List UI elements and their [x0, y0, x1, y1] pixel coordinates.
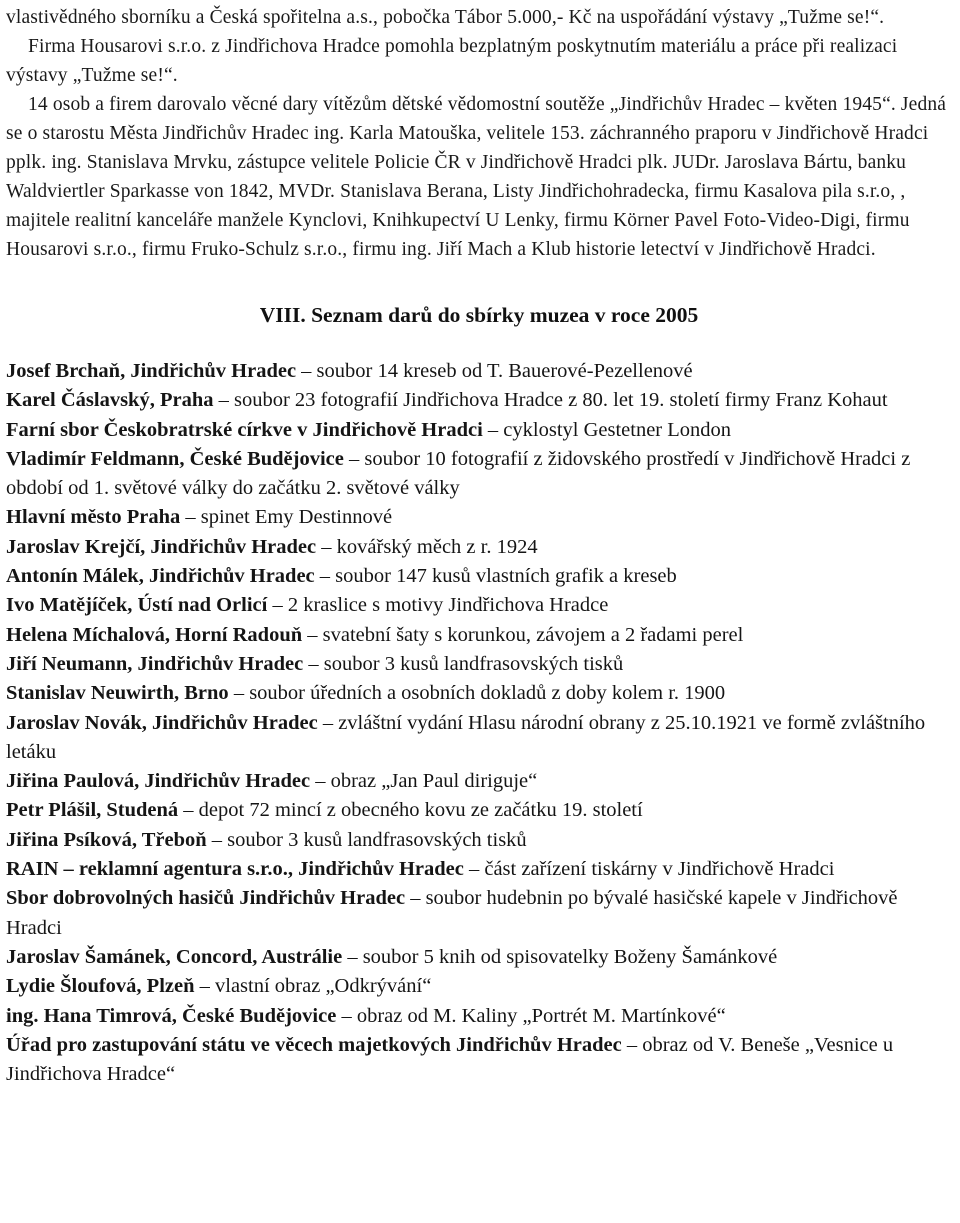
donor-name: Jaroslav Šamánek, Concord, Austrálie	[6, 945, 343, 968]
donation-entry	[6, 767, 952, 796]
donation-entry	[6, 445, 952, 504]
donation-item: – část zařízení tiskárny v Jindřichově Hradci	[463, 858, 835, 881]
donor-name: Jiří Neumann, Jindřichův Hradec	[6, 652, 304, 675]
section-heading: VIII. Seznam darů do sbírky muzea v roce 2005	[259, 303, 699, 327]
donation-item: – soubor 10 fotografií z židovského prostředí v Jindřichově Hradci z období od 1. světové války do začátku 2. světové války	[6, 447, 911, 500]
donation-list	[6, 357, 952, 1089]
donation-entry	[6, 357, 952, 386]
donation-item: – soubor úředních a osobních dokladů z doby kolem r. 1900	[228, 682, 726, 705]
donation-entry	[6, 562, 952, 591]
donor-name: Jaroslav Krejčí, Jindřichův Hradec	[6, 535, 317, 558]
donor-name: Lydie Šloufová, Plzeň	[6, 975, 195, 998]
donation-entry	[6, 503, 952, 532]
donation-item: – soubor 23 fotografií Jindřichova Hradce z 80. let 19. století firmy Franz Kohaut	[213, 389, 888, 412]
donation-item: – vlastní obraz „Odkrývání“	[194, 975, 432, 998]
donation-item: – zvláštní vydání Hlasu národní obrany z 25.10.1921 ve formě zvláštního letáku	[6, 711, 926, 763]
donation-item: – soubor 3 kusů landfrasovských tisků	[303, 652, 624, 675]
donation-entry	[6, 386, 952, 415]
donation-entry	[6, 1031, 952, 1090]
donation-entry	[6, 679, 952, 708]
donation-item: – 2 kraslice s motivy Jindřichova Hradce	[267, 594, 609, 617]
donor-name: Sbor dobrovolných hasičů Jindřichův Hradec	[6, 887, 406, 910]
donation-item: – cyklostyl Gestetner London	[482, 418, 732, 441]
donation-item: – kovářský měch z r. 1924	[316, 535, 538, 558]
donation-entry	[6, 621, 952, 650]
donation-entry	[6, 533, 952, 562]
donor-name: Vladimír Feldmann, České Budějovice	[6, 447, 344, 470]
donor-name: Petr Plášil, Studená	[6, 799, 179, 822]
donation-entry	[6, 855, 952, 884]
donor-name: Úřad pro zastupování státu ve věcech majetkových Jindřichův Hradec	[6, 1033, 622, 1056]
donation-item: – spinet Emy Destinnové	[180, 506, 393, 529]
donor-name: Farní sbor Českobratrské církve v Jindřichově Hradci	[6, 418, 483, 441]
intro-section	[6, 3, 952, 264]
donor-name: Helena Míchalová, Horní Radouň	[6, 623, 303, 646]
donor-name: Stanislav Neuwirth, Brno	[6, 682, 229, 705]
donor-name: Antonín Málek, Jindřichův Hradec	[6, 565, 315, 588]
donor-name: Karel Čáslavský, Praha	[6, 389, 214, 412]
donation-item: – obraz „Jan Paul diriguje“	[310, 770, 538, 793]
donation-item: – soubor hudebnin po bývalé hasičské kapele v Jindřichově Hradci	[6, 887, 898, 939]
donation-entry	[6, 416, 952, 445]
donation-entry	[6, 1002, 952, 1031]
donation-entry	[6, 826, 952, 855]
donation-entry	[6, 709, 952, 768]
donation-entry	[6, 972, 952, 1001]
intro-paragraph: Firma Housarovi s.r.o. z Jindřichova Hradce pomohla bezplatným poskytnutím materiálu a práce při realizaci výstavy „Tužme se!“.	[6, 36, 898, 86]
donation-item: – depot 72 mincí z obecného kovu ze začátku 19. století	[178, 799, 643, 822]
donor-name: Jiřina Paulová, Jindřichův Hradec	[6, 770, 311, 793]
donor-name: RAIN – reklamní agentura s.r.o., Jindřichův Hradec	[6, 858, 464, 881]
donor-name: ing. Hana Timrová, České Budějovice	[6, 1004, 337, 1027]
donation-entry	[6, 591, 952, 620]
donor-name: Hlavní město Praha	[6, 506, 181, 529]
donation-item: – obraz od V. Beneše „Vesnice u Jindřichova Hradce“	[6, 1033, 894, 1086]
donor-name: Ivo Matějíček, Ústí nad Orlicí	[6, 594, 268, 617]
intro-paragraph: 14 osob a firem darovalo věcné dary vítězům dětské vědomostní soutěže „Jindřichův Hradec – květen 1945“. Jedná se o starostu Města Jindřichův Hradec ing. Karla Matouška, velitele 153. záchranného praporu v Jindřichově Hradci pplk. ing. Stanislava Mrvku, zástupce velitele Policie ČR v Jindřichově Hradci plk. JUDr. Jaroslava Bártu, banku Waldviertler Sparkasse von 1842, MVDr. Stanislava Berana, Listy Jindřichohradecka, firmu Kasalova pila s.r.o, , majitele realitní kanceláře manžele Kynclovi, Knihkupectví U Lenky, firmu Körner Pavel Foto-Video-Digi, firmu Housarovi s.r.o., firmu Fruko-Schulz s.r.o., firmu ing. Jiří Mach a Klub historie letectví v Jindřichově Hradci.	[6, 94, 947, 260]
donation-item: – soubor 5 knih od spisovatelky Boženy Šamánkové	[342, 945, 778, 968]
donation-entry	[6, 650, 952, 679]
donor-name: Jaroslav Novák, Jindřichův Hradec	[6, 711, 318, 734]
donation-item: – svatební šaty s korunkou, závojem a 2 řadami perel	[302, 623, 744, 646]
donation-entry	[6, 943, 952, 972]
intro-paragraph: vlastivědného sborníku a Česká spořitelna a.s., pobočka Tábor 5.000,- Kč na uspořádání výstavy „Tužme se!“.	[6, 7, 885, 28]
donation-item: – soubor 3 kusů landfrasovských tisků	[206, 828, 527, 851]
donation-entry	[6, 796, 952, 825]
donor-name: Jiřina Psíková, Třeboň	[6, 828, 207, 851]
donation-item: – obraz od M. Kaliny „Portrét M. Martínkové“	[336, 1004, 726, 1027]
donation-entry	[6, 884, 952, 943]
donation-item: – soubor 14 kreseb od T. Bauerové-Pezellenové	[296, 360, 693, 382]
donor-name: Josef Brchaň, Jindřichův Hradec	[6, 360, 297, 382]
donation-item: – soubor 147 kusů vlastních grafik a kreseb	[314, 565, 677, 588]
